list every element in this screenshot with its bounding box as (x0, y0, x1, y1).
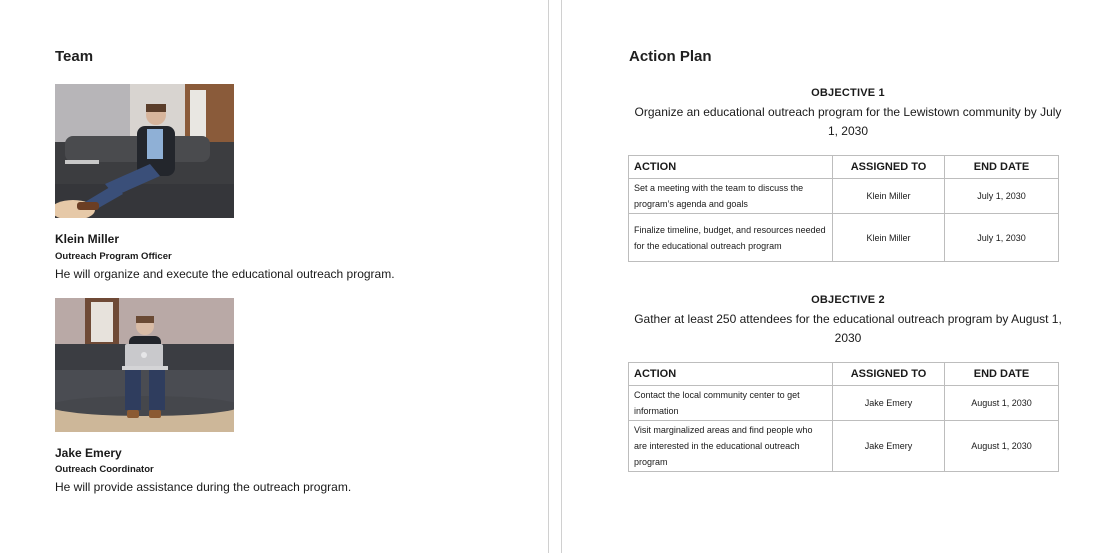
cell-end-date: August 1, 2030 (945, 421, 1059, 472)
table-row (629, 214, 1059, 262)
person-with-laptop-photo-2 (55, 298, 234, 432)
column-header-assigned-to: ASSIGNED TO (833, 363, 945, 386)
member-name: Klein Miller (55, 232, 120, 246)
person-on-sofa-photo-1 (55, 84, 234, 218)
cell-action: Finalize timeline, budget, and resources needed for the educational outreach program (629, 214, 833, 262)
member-description: He will provide assistance during the outreach program. (55, 480, 352, 494)
action-table (628, 155, 1059, 262)
cell-assigned-to: Jake Emery (833, 386, 945, 421)
table-header-row (629, 363, 1059, 386)
member-description: He will organize and execute the educational outreach program. (55, 267, 395, 281)
member-photo (55, 84, 234, 218)
cell-action: Contact the local community center to get information (629, 386, 833, 421)
column-header-action: ACTION (629, 363, 833, 386)
table-header-row (629, 156, 1059, 179)
column-header-assigned-to: ASSIGNED TO (833, 156, 945, 179)
team-member-card (55, 84, 475, 284)
page-gutter (548, 0, 562, 553)
cell-assigned-to: Klein Miller (833, 179, 945, 214)
cell-end-date: August 1, 2030 (945, 386, 1059, 421)
objective-description: Organize an educational outreach program for the Lewistown community by July 1, 2030 (634, 105, 1062, 138)
column-header-end-date: END DATE (945, 363, 1059, 386)
table-row (629, 179, 1059, 214)
cell-assigned-to: Jake Emery (833, 421, 945, 472)
action-plan-heading: Action Plan (629, 48, 712, 65)
member-role: Outreach Program Officer (55, 251, 172, 262)
cell-assigned-to: Klein Miller (833, 214, 945, 262)
objective-description: Gather at least 250 attendees for the educational outreach program by August 1, 2030 (634, 312, 1062, 345)
table-row (629, 386, 1059, 421)
cell-end-date: July 1, 2030 (945, 179, 1059, 214)
team-heading: Team (55, 48, 94, 65)
action-table (628, 362, 1059, 472)
cell-action: Set a meeting with the team to discuss the program’s agenda and goals (629, 179, 833, 214)
cell-end-date: July 1, 2030 (945, 214, 1059, 262)
objective-title: OBJECTIVE 2 (811, 294, 885, 306)
page-right (562, 0, 1112, 553)
column-header-end-date: END DATE (945, 156, 1059, 179)
member-photo (55, 298, 234, 432)
column-header-action: ACTION (629, 156, 833, 179)
member-name: Jake Emery (55, 446, 122, 460)
team-member-card (55, 298, 475, 498)
member-role: Outreach Coordinator (55, 464, 154, 475)
table-row (629, 421, 1059, 472)
page-left (0, 0, 548, 553)
cell-action: Visit marginalized areas and find people who are interested in the educational outreach program (629, 421, 833, 472)
objective-title: OBJECTIVE 1 (811, 87, 885, 99)
